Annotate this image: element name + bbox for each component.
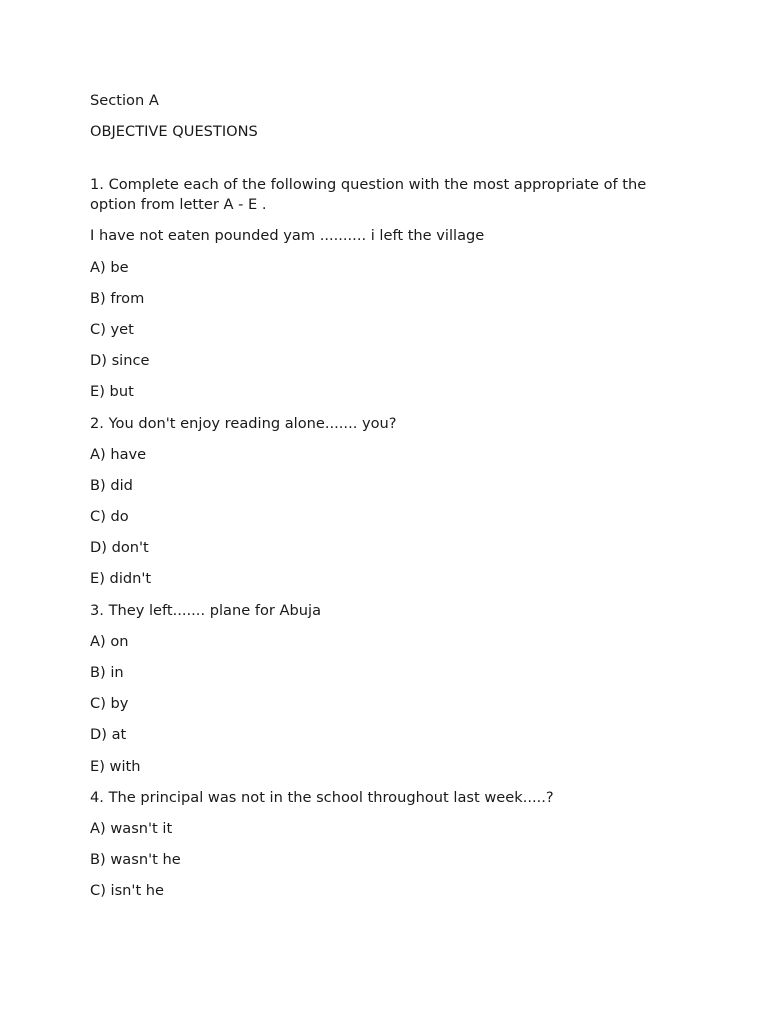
question-2-option-e: E) didn't xyxy=(90,570,152,588)
question-3-option-e: E) with xyxy=(90,757,141,775)
question-4-option-c: C) isn't he xyxy=(90,882,165,900)
question-4-stem: 4. The principal was not in the school throughout last week.....? xyxy=(90,788,554,806)
document-body xyxy=(90,91,690,913)
question-1-option-e: E) but xyxy=(90,383,134,401)
question-1-instruction: 1. Complete each of the following question with the most appropriate of the option from letter A - E . xyxy=(90,175,651,214)
question-2-option-d: D) don't xyxy=(90,539,149,557)
question-2-option-a: A) have xyxy=(90,445,147,463)
question-1-option-d: D) since xyxy=(90,352,150,370)
question-1-option-b: B) from xyxy=(90,289,145,307)
section-title: Section A xyxy=(90,92,159,109)
question-2-option-c: C) do xyxy=(90,508,129,526)
question-3-stem: 3. They left....... plane for Abuja xyxy=(90,601,322,619)
question-4-option-a: A) wasn't it xyxy=(90,819,173,837)
question-1-option-c: C) yet xyxy=(90,320,134,338)
question-3-option-d: D) at xyxy=(90,726,127,744)
question-3-option-b: B) in xyxy=(90,664,124,681)
question-2-option-b: B) did xyxy=(90,476,133,494)
question-2-stem: 2. You don't enjoy reading alone....... you? xyxy=(90,414,397,432)
question-1-option-a: A) be xyxy=(90,258,129,276)
subsection-title: OBJECTIVE QUESTIONS xyxy=(90,123,258,141)
question-4-option-b: B) wasn't he xyxy=(90,851,181,869)
question-1-stem: I have not eaten pounded yam .......... i left the village xyxy=(90,227,485,245)
question-3-option-a: A) on xyxy=(90,632,129,650)
question-3-option-c: C) by xyxy=(90,695,129,713)
